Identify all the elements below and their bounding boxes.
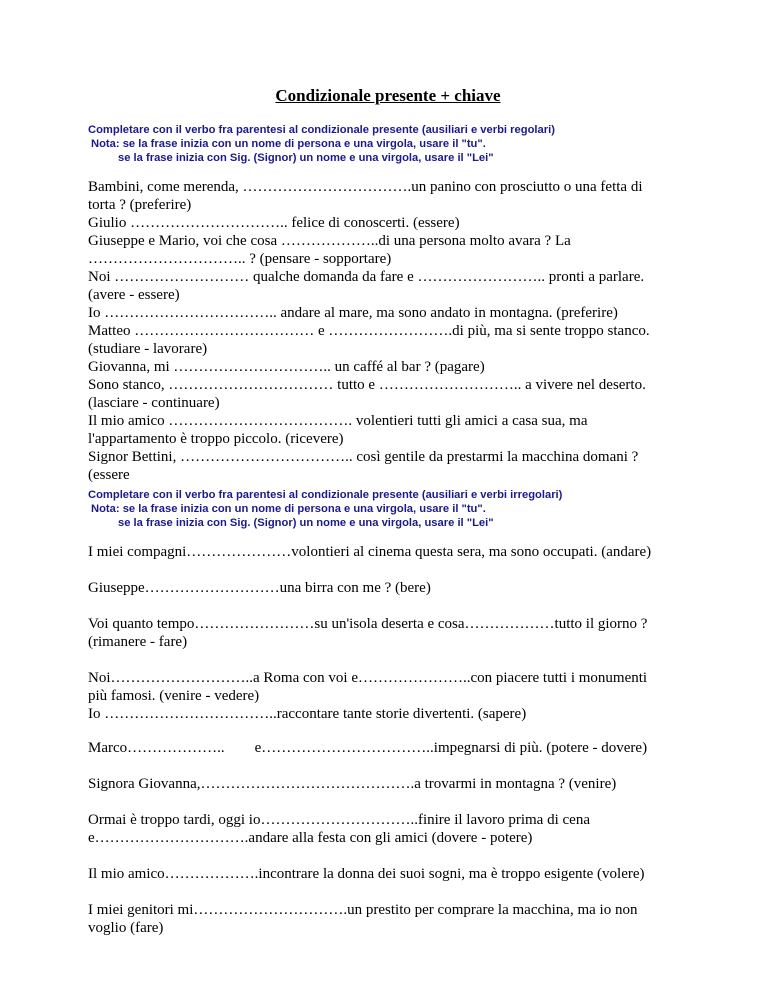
text-line: Voi quanto tempo……………………su un'isola deserta e cosa………………tutto il giorno ? xyxy=(88,616,648,632)
instruction-line: se la frase inizia con Sig. (Signor) un nome e una virgola, usare il "Lei" xyxy=(118,152,494,164)
exercise-item xyxy=(88,865,688,883)
text-line: Noi………………………..a Roma con voi e…………………..con piacere tutti i monumenti xyxy=(88,670,648,686)
exercise-1 xyxy=(88,178,688,484)
exercise-item xyxy=(88,775,688,793)
text-line: Giovanna, mi ………………………….. un caffé al bar ? (pagare) xyxy=(88,359,485,375)
exercise-item xyxy=(88,669,688,723)
exercise-2 xyxy=(88,543,688,955)
exercise-item xyxy=(88,811,688,847)
instructions-1 xyxy=(88,123,688,165)
instructions-2 xyxy=(88,488,688,530)
text-line: Il mio amico ………………………………. volentieri tutti gli amici a casa sua, ma xyxy=(88,413,588,429)
text-line: Ormai è troppo tardi, oggi io…………………………..finire il lavoro prima di cena xyxy=(88,812,590,828)
text-line: ………………………….. ? (pensare - sopportare) xyxy=(88,251,392,267)
instruction-line: Nota: se la frase inizia con un nome di persona e una virgola, usare il "tu". xyxy=(91,503,486,515)
text-line: (lasciare - continuare) xyxy=(88,395,220,411)
text-line: Io ……………………………..raccontare tante storie divertenti. (sapere) xyxy=(88,706,527,722)
exercise-item xyxy=(88,901,688,937)
text-line: (rimanere - fare) xyxy=(88,634,188,650)
instruction-line: Completare con il verbo fra parentesi al condizionale presente (ausiliari e verbi irregolari) xyxy=(88,489,563,501)
text-line: e………………………….andare alla festa con gli amici (dovere - potere) xyxy=(88,830,533,846)
text-line: Sono stanco, …………………………… tutto e ……………………….. a vivere nel deserto. xyxy=(88,377,646,393)
instruction-line: Completare con il verbo fra parentesi al condizionale presente (ausiliari e verbi regolari) xyxy=(88,124,555,136)
text-line: Signora Giovanna,…………………………………….a trovarmi in montagna ? (venire) xyxy=(88,776,617,792)
text-line: Il mio amico……………….incontrare la donna dei suoi sogni, ma è troppo esigente (volere) xyxy=(88,866,645,882)
text-line: (essere xyxy=(88,467,130,483)
text-line: Giuseppe………………………una birra con me ? (bere) xyxy=(88,580,431,596)
text-line: (studiare - lavorare) xyxy=(88,341,208,357)
text-line: I miei compagni…………………volontieri al cinema questa sera, ma sono occupati. (andare) xyxy=(88,544,652,560)
instruction-line: se la frase inizia con Sig. (Signor) un nome e una virgola, usare il "Lei" xyxy=(118,517,494,529)
text-line: Giulio ………………………….. felice di conoscerti. (essere) xyxy=(88,215,460,231)
text-line: Bambini, come merenda, …………………………….un panino con prosciutto o una fetta di xyxy=(88,179,643,195)
page-title: Condizionale presente + chiave xyxy=(275,86,501,105)
text-line: l'appartamento è troppo piccolo. (ricevere) xyxy=(88,431,344,447)
text-line: Giuseppe e Mario, voi che cosa ………………..di una persona molto avara ? La xyxy=(88,233,571,249)
text-line: voglio (fare) xyxy=(88,920,164,936)
exercise-item xyxy=(88,739,688,757)
exercise-item xyxy=(88,615,688,651)
text-line: Marco……………….. e……………………………..impegnarsi di più. (potere - dovere) xyxy=(88,740,648,756)
text-line: Signor Bettini, …………………………….. così gentile da prestarmi la macchina domani ? xyxy=(88,449,639,465)
instruction-line: Nota: se la frase inizia con un nome di persona e una virgola, usare il "tu". xyxy=(91,138,486,150)
exercise-item xyxy=(88,543,688,561)
exercise-item xyxy=(88,579,688,597)
text-line: Io …………………………….. andare al mare, ma sono andato in montagna. (preferire) xyxy=(88,305,618,321)
text-line: (avere - essere) xyxy=(88,287,180,303)
text-line: Noi ……………………… qualche domanda da fare e …………………….. pronti a parlare. xyxy=(88,269,645,285)
text-line: torta ? (preferire) xyxy=(88,197,192,213)
text-line: più famosi. (venire - vedere) xyxy=(88,688,260,704)
text-line: I miei genitori mi………………………….un prestito per comprare la macchina, ma io non xyxy=(88,902,638,918)
text-line: Matteo ……………………………… e …………………….di più, ma si sente troppo stanco. xyxy=(88,323,650,339)
